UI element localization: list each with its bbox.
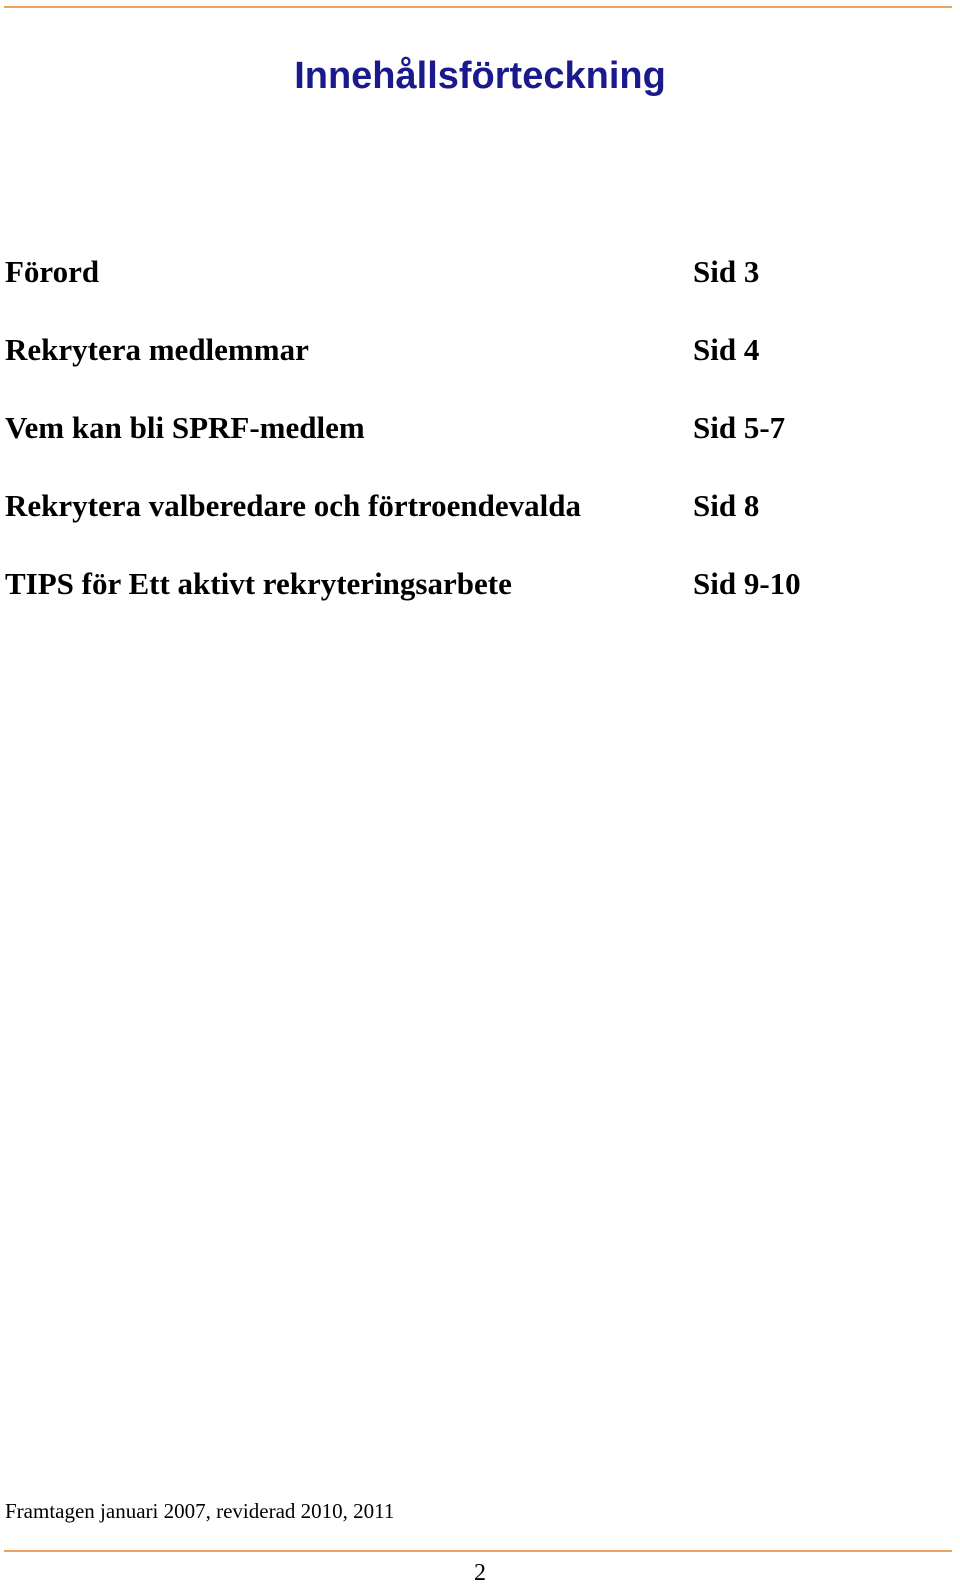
toc-entry (5, 408, 945, 486)
page-number: 2 (474, 1560, 486, 1586)
header-rule (4, 6, 952, 8)
table-of-contents (5, 252, 945, 642)
toc-entry-page: Sid 8 (693, 488, 760, 523)
page-title: Innehållsförteckning (294, 55, 666, 97)
toc-entry (5, 564, 945, 642)
toc-entry-label: Vem kan bli SPRF-medlem (5, 410, 365, 445)
toc-entry (5, 330, 945, 408)
toc-entry (5, 486, 945, 564)
toc-entry-label: Förord (5, 254, 100, 289)
footer-rule (4, 1550, 952, 1552)
toc-entry-page: Sid 4 (693, 332, 760, 367)
footer-note: Framtagen januari 2007, reviderad 2010, 2011 (5, 1499, 395, 1523)
toc-entry-page: Sid 9-10 (693, 566, 801, 601)
toc-entry-label: Rekrytera medlemmar (5, 332, 309, 367)
toc-entry-page: Sid 3 (693, 254, 760, 289)
toc-entry-label: Rekrytera valberedare och förtroendevalda (5, 488, 581, 523)
toc-entry-label: TIPS för Ett aktivt rekryteringsarbete (5, 566, 512, 601)
toc-entry-page: Sid 5-7 (693, 410, 786, 445)
toc-entry (5, 252, 945, 330)
